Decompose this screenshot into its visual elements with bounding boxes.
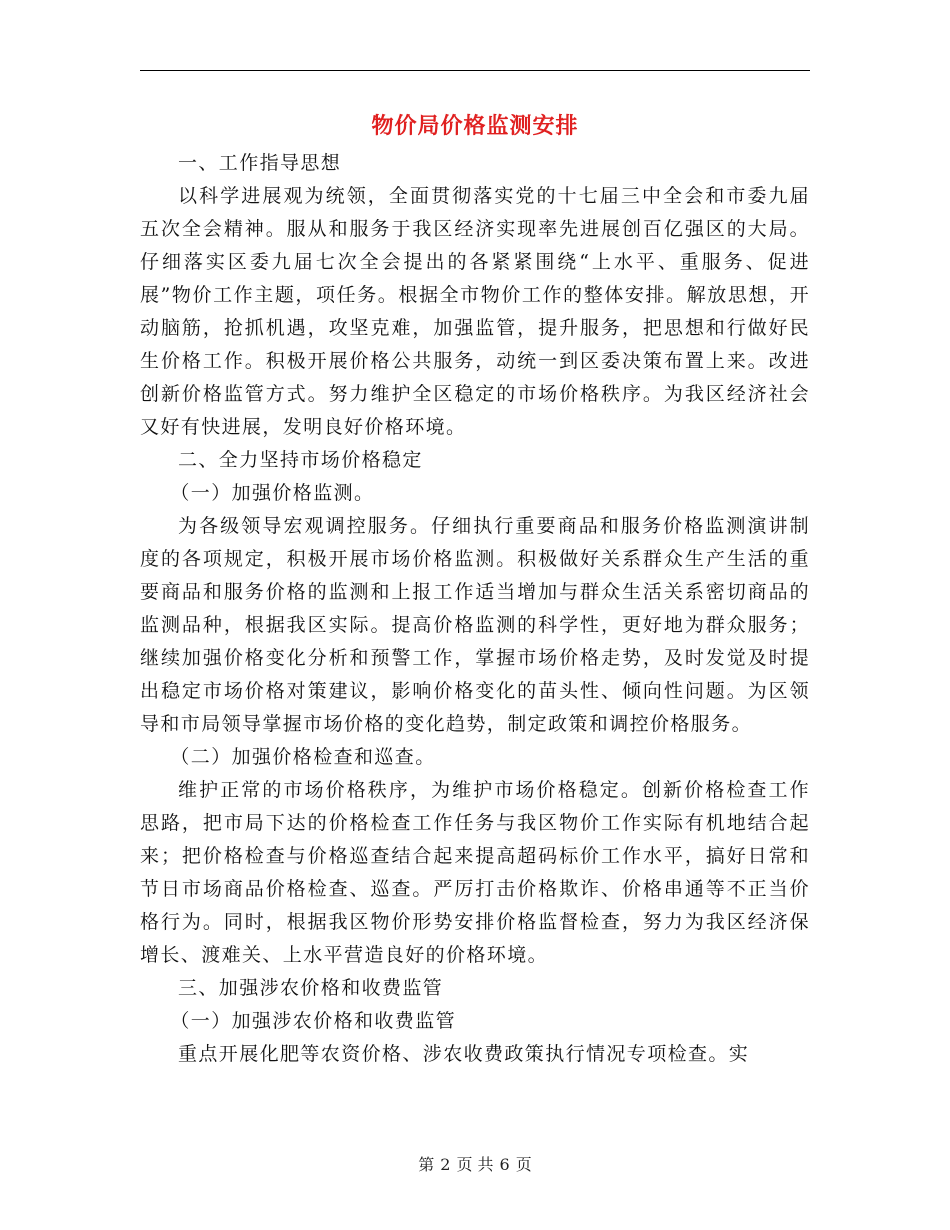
paragraph-guiding-thought: 以科学进展观为统领，全面贯彻落实党的十七届三中全会和市委九届五次全会精神。服从和服务于我区经济实现率先进展创百亿强区的大局。仔细落实区委九届七次全会提出的各紧紧围绕“上水平、重服务、促进展”物价工作主题，项任务。根据全市物价工作的整体安排。解放思想，开动脑筋，抢抓机遇，攻坚克难，加强监管，提升服务，把思想和行做好民生价格工作。积极开展价格公共服务，动统一到区委决策布置上来。改进创新价格监管方式。努力维护全区稳定的市场价格秩序。为我区经济社会又好有快进展，发明良好价格环境。	[140, 185, 810, 438]
page-footer	[0, 1153, 950, 1177]
total-pages-number: 6	[499, 1155, 510, 1174]
subsection-heading-3-1: （一）加强涉农价格和收费监管	[170, 1010, 456, 1032]
section-heading-1: 一、工作指导思想	[178, 152, 342, 174]
document-title: 物价局价格监测安排	[371, 113, 579, 139]
page-label-prefix: 第	[418, 1155, 435, 1174]
document-body	[140, 147, 810, 1071]
paragraph-price-inspection: 维护正常的市场价格秩序，为维护市场价格稳定。创新价格检查工作思路，把市局下达的价格检查工作任务与我区物价工作实际有机地结合起来；把价格检查与价格巡查结合起来提高超码标价工作水平，搞好日常和节日市场商品价格检查、巡查。严厉打击价格欺诈、价格串通等不正当价格行为。同时，根据我区物价形势安排价格监督检查，努力为我区经济保增长、渡难关、上水平营造良好的价格环境。	[140, 779, 810, 966]
header-rule	[140, 70, 810, 71]
paragraph-agri-supervision: 重点开展化肥等农资价格、涉农收费政策执行情况专项检查。实	[178, 1043, 750, 1065]
section-heading-3: 三、加强涉农价格和收费监管	[178, 977, 444, 999]
section-heading-2: 二、全力坚持市场价格稳定	[178, 449, 423, 471]
page-label-mid: 页 共	[456, 1155, 494, 1174]
paragraph-price-monitoring: 为各级领导宏观调控服务。仔细执行重要商品和服务价格监测演讲制度的各项规定，积极开展市场价格监测。积极做好关系群众生产生活的重要商品和服务价格的监测和上报工作适当增加与群众生活关系密切商品的监测品种，根据我区实际。提高价格监测的科学性，更好地为群众服务；继续加强价格变化分析和预警工作，掌握市场价格走势，及时发觉及时提出稳定市场价格对策建议，影响价格变化的苗头性、倾向性问题。为区领导和市局领导掌握市场价格的变化趋势，制定政策和调控价格服务。	[140, 515, 810, 735]
subsection-heading-2-1: （一）加强价格监测。	[170, 482, 375, 504]
subsection-heading-2-2: （二）加强价格检查和巡查。	[170, 746, 436, 768]
current-page-number: 2	[440, 1155, 451, 1174]
page-label-suffix: 页	[515, 1155, 532, 1174]
